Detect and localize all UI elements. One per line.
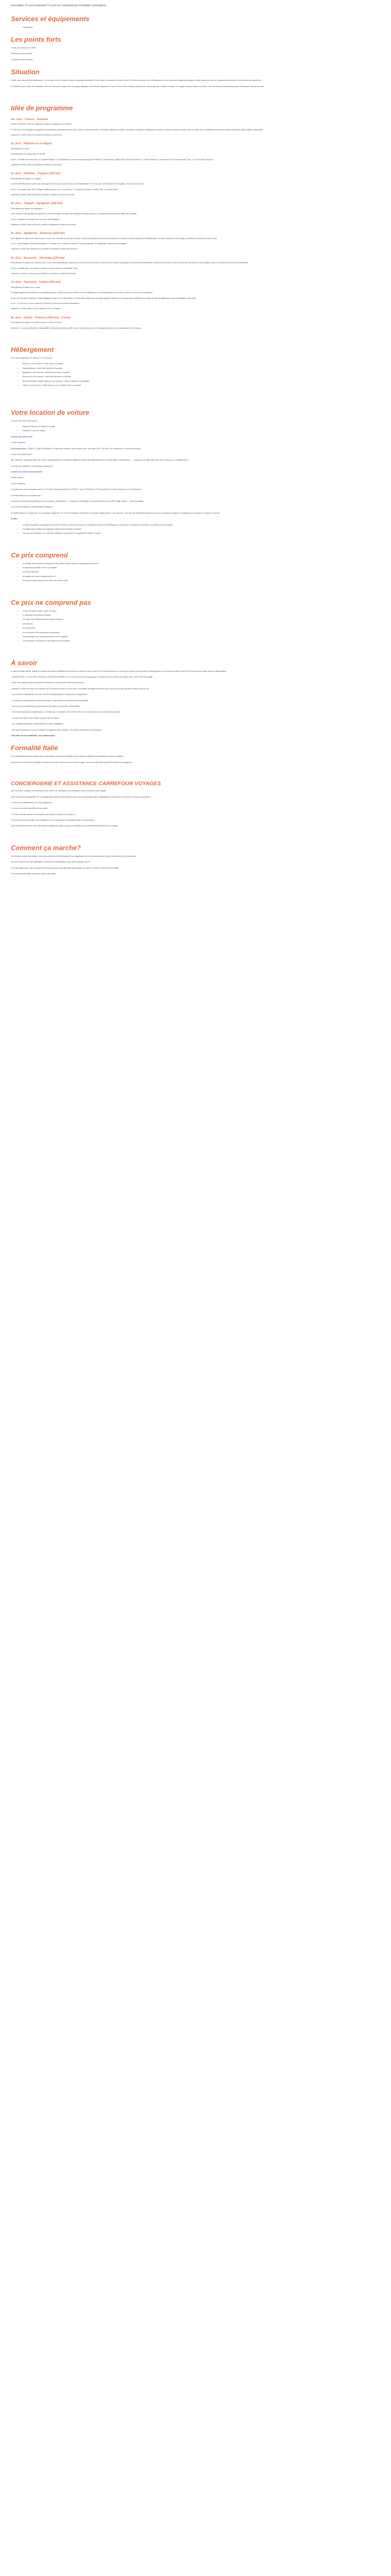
itinerary-day-text: Logement à l'Hôtel Tonic (ou similaire) à Palerme ou alentours. (11, 134, 63, 137)
know-paragraph: - Le forfait ne comprend pas les frais d'annulation : une assurance est vivement recommandée. (11, 699, 89, 702)
concierge-paragraph: > Si vous souhaitez ajouter une prestation (excursions, restaurants, activités...) (11, 813, 76, 816)
concierge-text (11, 796, 360, 828)
page (0, 0, 370, 899)
itinerary-day-title: 4e Jour : Trapani - Agrigente (180 km) (11, 202, 63, 206)
itinerary-day-text: À voir : Le Duomo, le Lavoir médiéval, le Rocher (La Rocca), le Musée Mandralisca. (11, 302, 80, 304)
excludes-item: • Les pourboires, les porteurs et les dépenses personnelles (22, 640, 360, 642)
howto-paragraph: Une semaine avant votre départ, vous recevrez un lien de téléchargement de l'application ou ces informations par email en fonction de votre réservation. (11, 855, 136, 857)
itinerary-day-text: Logement à l'Hôtel Tonic (ou similaire) à Palerme ou alentours. (11, 164, 63, 166)
highlight-item: Itinéraire en boucle libérté (11, 53, 32, 55)
itinerary-day-text: Petit déjeuner et départ vers Agrigente. (11, 207, 43, 210)
hotel-item: • Agrigente ou ses environs : Hôtel Dioscuri Bay ou similaire (22, 371, 360, 374)
car-condition-text: PAI, carburant, assurance panne de moteur, suppléments pour conducteur additionnel (PAI), frais administratifs (en cas d'accident, contraventions, ...), frais pour un siège bébé, frais GPS, frais pour un chauffeur jeune... (11, 459, 190, 462)
car-extra-label: À noter : (11, 518, 19, 520)
includes-item: • Les petits déjeuners (22, 571, 360, 573)
itinerary-day-text: Logement à l'Hôtel San Marciano (ou similaire) à Syracuse ou dans ses environs. (11, 248, 78, 250)
situation-paragraph: À l'extrême sud, la Sicile, île ensoleillée, offre une immersion unique avec ses plages idylliques, ses volcans majestueux comme l'Etna, et son mélange captivant de cultures grecque, romaine et arabe. Un voyage à travers l'Italie et la Sicile, c'est une aventure enrichissante pleine d'émotions et de découvertes. (11, 85, 265, 88)
excludes-item: • Les excursions et les entrées aux monuments (22, 632, 360, 634)
excludes-item: • Le carburant et les frais de péages (22, 614, 360, 617)
itinerary-day-text: À voir : L'île d'Ortigia, la Fontaine d'Aréthuse, le Théâtre Grec, l'Oreille de Denys, le Temple d'Apollon, la Cathédrale, le Musée archéologique. (11, 243, 127, 245)
includes-item: • Les taxes aéroport qui peuvent varier entre 30€ et 200€ (22, 580, 360, 582)
breadcrumb: Description Ce prix comprend / Ce prix ne comprend pas Formalité Conciergerie (11, 4, 106, 7)
excludes-item: • La taxe de séjour locale à payer sur place (22, 610, 360, 613)
car-driver-note: Le forfait Platinum est valide pour les conducteurs âgés de 21 à 75 ans et titulaires d'un permis de conduire valide depuis 2 ans minimum. Une carte de crédit internationale au nom du conducteur principal est obligatoire pour la prise en charge du véhicule. (11, 512, 220, 514)
itinerary-day-title: 2e Jour : Palerme et sa région (11, 142, 52, 146)
hotel-item: • Syracuse ou ses environs : Hôtel San Marciano ou similaire (22, 376, 360, 378)
formality-title: Formalité Italie (11, 744, 58, 752)
highlights-list (11, 47, 360, 61)
howto-title: Comment ça marche? (11, 843, 81, 852)
itinerary-day-text: Petit déjeuner et départ vers Syracuse qui occupe une extrémité sud-est de la Sicile. La ville fut autrefois la cité la plus puissante de la Sicile, et la plus peuplée de la Méditerranée. La partie ancienne, l'île d'Ortigia, est reliée au continent par deux ponts. (11, 237, 218, 240)
itinerary-day-title: 1er Jour : France - Palerme (11, 117, 48, 121)
car-condition-text: *Les frais non-stipulés ici sont payables localement. (11, 506, 54, 509)
highlight-item: Location de voiture incluse (11, 58, 33, 61)
car-condition-label: Location de voiture Avis : (11, 435, 34, 438)
car-condition-text: Le prix comprend : (11, 482, 26, 485)
hotels-intro: Vous serez logés dans les hôtels 3* et 4* suivants* : (11, 357, 54, 359)
car-extra-item: • Les sièges pour enfants sont payants et doivent être réservés à l'avance. (22, 528, 360, 531)
car-condition-text: La location du véhicule (adultes entre 21 et 75 ans), Kilométrage illimité, CDW/TP - Super CDW/Super TP (0 franchise), les taxes d'aéroport, le 1er conducteur. (11, 488, 141, 491)
know-paragraph: - Les taxes de séjour sont à régler sur place par les clients. (11, 717, 59, 719)
itinerary-day-title: 7e Jour : Taormine - Cefalù (220 km) (11, 281, 61, 284)
itinerary-day-text: Logement à l'Hôtel Costazzurra (ou similaire) à Taormine ou dans ses environs. (11, 273, 76, 275)
howto-paragraph: Une réservation avec votre concierge est nécessaire pour toute demande de prestation sur place, un délai de 24h est recommandé. (11, 867, 119, 869)
excludes-title: Ce prix ne comprend pas (11, 598, 91, 606)
formality-paragraph: Nous pouvez consulter les formalités de santé et de police nécessaires pour votre voyage : http://www.diplomatie.gouv.fr/fr/conseils-aux-voyageurs/ (11, 761, 132, 764)
itinerary-day-text: Petit déjeuner et départ vers Taormine qui a connu une extraordinaire croissance au cours du siècle dernier en devenant une station touristique de renommée internationale. La ville est construite sur une terrasse du mont Tauro, et ses fontaines, places et petites rues sont un enchantement. (11, 262, 249, 264)
hotels-title: Hébergement (11, 345, 54, 353)
concierge-paragraph: Votre concierge est disponible 24/7 via l'application mobile et par téléphone pour vous accompagner dans l'organisation de votre séjour et répondre à toutes vos questions. (11, 795, 152, 798)
car-items-list (11, 426, 360, 433)
situation-title: Situation (11, 68, 40, 76)
itinerary-day-text: À voir : la Vallée des Temples avec son parc archéologique. (11, 218, 60, 221)
itinerary-day-text: À l'origine appelée Kephaloidion à son époque grecque, Cefalù est une jolie ville de 13 000 habitants sur la côte tyrrhénienne de la Sicile, à environ 70 km à l'est de Palerme. (11, 292, 153, 294)
hotel-item: • Palerme ou ses environs : Hôtel Tonic ou similaire (22, 363, 360, 365)
itinerary-day-text: Journée dédiée à la découverte de la ville. (11, 153, 46, 156)
includes-item: • Le logement en hôtels 3* et 4* ou similaire (22, 567, 360, 569)
know-title: À savoir (11, 658, 38, 667)
know-paragraph: - Les conditions générales et particulières de vente s'appliquent. (11, 723, 64, 725)
itinerary-day-text: À voir : Les marais salés, Erice (village médiéval perché sur le mont Erice), la Colonne de Trapani, la Vieille Ville, Le musée Pepoli. (11, 188, 119, 191)
car-condition-label: Location de voiture HOLIDAYCARS : (11, 471, 43, 473)
car-extra-item: • Vous pouvez demander un conducteur additionnel moyennant un supplément à régler sur place. (22, 532, 360, 535)
highlights-title: Les points forts (11, 36, 61, 44)
itinerary-day-text: Ce carrefour archéologique témoignant de nombreuses dominations subies par la ville au cours des siècles. Phéniciens, Byzantins, Arabes, Normands, Français et Espagnols ont laissé à la ville de nombreux trésors d'art. La visite est un véritable parcours dans l'histoire (marchés, palais, églises, cathédrale). (11, 128, 264, 131)
itinerary-day-text: Petit déjeuner et départ vers Cefalù. (11, 286, 41, 289)
itinerary-list (11, 117, 360, 325)
concierge-paragraph: Votre concierge sera alors votre interlocuteur privilégié sur place et pourra vous aider pour les différents problèmes liés au voyage. (11, 825, 118, 827)
itinerary-day-text: Logement à l'Hôtel Santa Lucia Le Sabbie D'Oro ou similaire. (11, 308, 61, 310)
itinerary-day-title: 3e Jour : Palerme - Trapani (120 km) (11, 172, 60, 176)
itinerary-day-text: À voir : Le Palais des Normands, la Chapelle Palatine, La Cathédrale (ou se trouve le sarcophage de Frédéric II), le Steripinto, l'Église Saint-Jean-des-Ermites, le Théâtre Massimo, Les marchés de la Vucciria et du Capo, Le Couvent des Capucins... (11, 158, 215, 161)
highlight-item: 7 nuits pour découvrir la Sicile (11, 47, 36, 49)
car-title: Votre location de voiture (11, 408, 89, 416)
car-extra-list (11, 524, 360, 535)
includes-item: • La location de voiture catégorie A/B ou C (22, 575, 360, 578)
know-paragraph: - Pour toute information complémentaire, n'hésitez pas à contacter notre service client. Les horaires des vols ne peuvent être garantis. (11, 711, 121, 714)
car-condition-text: Kilométrage illimité, CDW/TP - Super CDW/Super TP (franchise réduite), Taxe aéroport 18%, Taxe gare 14%, TVA 22%, 1er conducteur, 24 heures de location. (11, 447, 141, 450)
itinerary-day-text: Arrivée à Palerme. Prise en charge de la voiture à l'aéroport vers Palerme. (11, 123, 72, 126)
car-condition-text: Carburant, les frais administratifs (en cas d'accident), contraventions..., l'extension à l'étranger, les accessoires tels que le GPS, siège enfants..., frais d'annulation. (11, 500, 144, 503)
itinerary-day-text: Petit déjeuner et départ vers Palerme pour le retour en France. (11, 321, 63, 324)
itinerary-day-text: Ancien port de pêche médiéval, Cefalù dégage un charme tout à fait unique. Connue entre autres pour sa longue plage de sable fin et son imposante cathédrale normande, la ville est également un lieu de villégiature très prisé. (11, 297, 197, 299)
hotel-item: • Trapani/Marsala : Hôtel Villa Favorita ou similaire (22, 367, 360, 370)
car-extra-item: • Le dépôt de garantie est bloqué sur la carte de crédit au moment de la prise en charge du véhicule et est débloqué au moment de la restitution du véhicule, en l'absence de dommages. (22, 524, 360, 527)
itinerary-day-text: À voir : Le théâtre grec, le Palazzo Corvaja, le Corso Umberto, l'Isola Bella, l'Etna. (11, 267, 78, 269)
know-text (11, 670, 360, 732)
car-condition-text: Forfait Platinum : (11, 477, 25, 479)
know-paragraph: Le prix par forfait (adulte, enfant) est calculé de manière forfaitaire en fonction de la durée de votre séjour et ne correspond pas à un nombre de nuitées ou de journées d'hébergement. Les horaires de début et de fin de séjour peuvent varier selon les disponibilités. (11, 670, 227, 672)
excludes-item: • Les assurances (22, 627, 360, 630)
car-condition-text: Le prix comprend : (11, 442, 26, 444)
howto-paragraph: Une fois connecté sur votre application, vous pourrez communiquer avec votre concierge 24h/24. (11, 861, 91, 863)
includes-title: Ce prix comprend (11, 551, 68, 559)
itinerary-day-title: 6e Jour : Syracuse - Taormine (120 km) (11, 256, 64, 260)
itinerary-day-text: Petit déjeuner et départ vers Trapani. (11, 177, 42, 180)
know-paragraph: - Une pièce d'identité en cours de validité est obligatoire pour voyager. Les mineurs doivent être accompagnés. (11, 728, 102, 731)
concierge-paragraph: * Nous pouvons par exemple, vous conseiller sur les restaurants, les activités locales, les réservations. (11, 819, 95, 822)
itinerary-day-text: Petit déjeuner à l'hôtel (11, 147, 29, 150)
car-conditions (11, 436, 360, 509)
car-condition-text: *Les frais non-stipulés ici sont payables localement. (11, 465, 54, 467)
excludes-item: • Les repas non mentionnés dans le prix comprend (22, 618, 360, 621)
services-title: Services et équipements (11, 14, 90, 23)
howto-paragraph: Une ouverture des lignes est prévue avant votre départ. (11, 872, 57, 875)
situation-paragraph: L'Italie, cœur vibrant de la Méditerranée, est un pays riche en histoire, culture et paysages diversifiés. De ses villes cosmopolites comme Rome et Florence, berceaux de la Renaissance, à ses charmants villages pittoresques, l'Italie fascine par son art, sa gastronomie réputée et son architecture grandiose. (11, 79, 262, 82)
hotel-item: • Cefalù ou ses environs : Hôtel Santa Lucia Le Sabbie D'Oro ou similaire (22, 384, 360, 387)
car-category-item: • Catégorie C pour les Triples (22, 430, 360, 432)
itinerary-day-title: 5e Jour : Agrigente - Syracuse (220 km) (11, 232, 65, 235)
concierge-intro: Avec Carrefour Voyages vous bénéficiez d'un service de conciergerie et d'assistance avant et pendant votre voyage. (11, 790, 107, 792)
services-list (11, 26, 360, 29)
hotels-list (11, 363, 360, 387)
itinerary-day-text: Cette ancienne ville grecque est appelée la "ville des temples" en raison de l'étendue de temples grecs (7 au total) conservés dans la Vallée des Temples. (11, 213, 137, 215)
car-category-item: • Catégorie A/B pour les Single et Double (22, 426, 360, 428)
not-accessible-note: Cette offre est non modifiable - non remboursable (11, 734, 55, 737)
itinerary-day-text: Logement à l'Hôtel Dioscuri Bay (ou similaire) à Agrigente ou dans ses environs. (11, 223, 77, 226)
know-paragraph: - Attention, la durée du séjour est calculée sur le nombre de nuits et non de jours. Les heures de départ et d'arrivée des vols peuvent avoir lieu tôt le matin ou tard le soir. (11, 687, 150, 690)
service-item: • Conciergerie (22, 26, 360, 29)
car-intro: Lors de votre séjour vous aurez : (11, 419, 38, 422)
car-condition-text: Le forfait Platinum ne comprend pas : (11, 494, 42, 497)
excludes-list (11, 610, 360, 643)
itinerary-note: *Attention : en cas de difficultés de disponibilité, l'itinéraire peut être modifié. Nous vous ferons part de ces changements lors de la confirmation de votre séjour. (11, 327, 142, 329)
includes-list (11, 563, 360, 583)
concierge-paragraph: > Si vous rencontrez des difficultés sur place (11, 807, 48, 810)
includes-item: • Le vol aller-retour spécial au départ de Paris, direct ou avec escale à destination de Palerme (22, 563, 360, 565)
situation-text (11, 79, 360, 88)
formality-paragraph: Les ressortissants français doivent être en possession d'une pièce d'identité (carte nationale d'identité ou passeport) en cours de validité. (11, 755, 123, 758)
excludes-item: • Toute prestation non mentionnée dans le prix comprend (22, 636, 360, 638)
hotel-item: • Taormine/Giardini Naxos/Catania ou ses environs : Hôtel Costazzurra ou similaire (22, 380, 360, 383)
know-paragraph: - Tous les prix sont présentés par personne et les photos ne sont pas contractuelles. (11, 705, 80, 707)
howto-text (11, 855, 360, 876)
know-paragraph: - Départ de Paris : lors de votre réservation, les horaires définitifs de vos vols vous seront communiqués une dizaine de jours avant votre départ avec votre carnet de voyage. (11, 676, 153, 679)
car-condition-text: Le prix ne comprend pas : (11, 453, 32, 455)
formality-text (11, 755, 360, 764)
excludes-item: • Les boissons (22, 623, 360, 625)
itinerary-day-text: Logement à l'Hôtel Villa Favorita (ou similaire) à Trapani ou dans ses environs. (11, 193, 75, 196)
itinerary-day-text: L'ancien DREPANON est située sur une langue de terre qui s'avance dans la mer Méditerranée. Face à la ville, se dressent les îles Égades. Son site vaut la visite. (11, 183, 144, 185)
know-paragraph: - Nous vous rappelons que le transfert de l'aéroport à votre premier hôtel n'est pas inclus. (11, 682, 85, 684)
know-paragraph: - Les chambres individuelles sont sous réserve de disponibilité et moyennant un supplément. (11, 693, 87, 696)
itinerary-day-title: 8e Jour : Cefalù - Palerme (140 km) - France (11, 316, 71, 319)
itinerary-title: Idée de programme (11, 104, 73, 112)
concierge-paragraph: > Pour tous renseignements sur votre programme (11, 801, 52, 804)
concierge-title: CONCIERGERIE ET ASSISTANCE CARREFOUR VOYAGES (11, 781, 161, 787)
